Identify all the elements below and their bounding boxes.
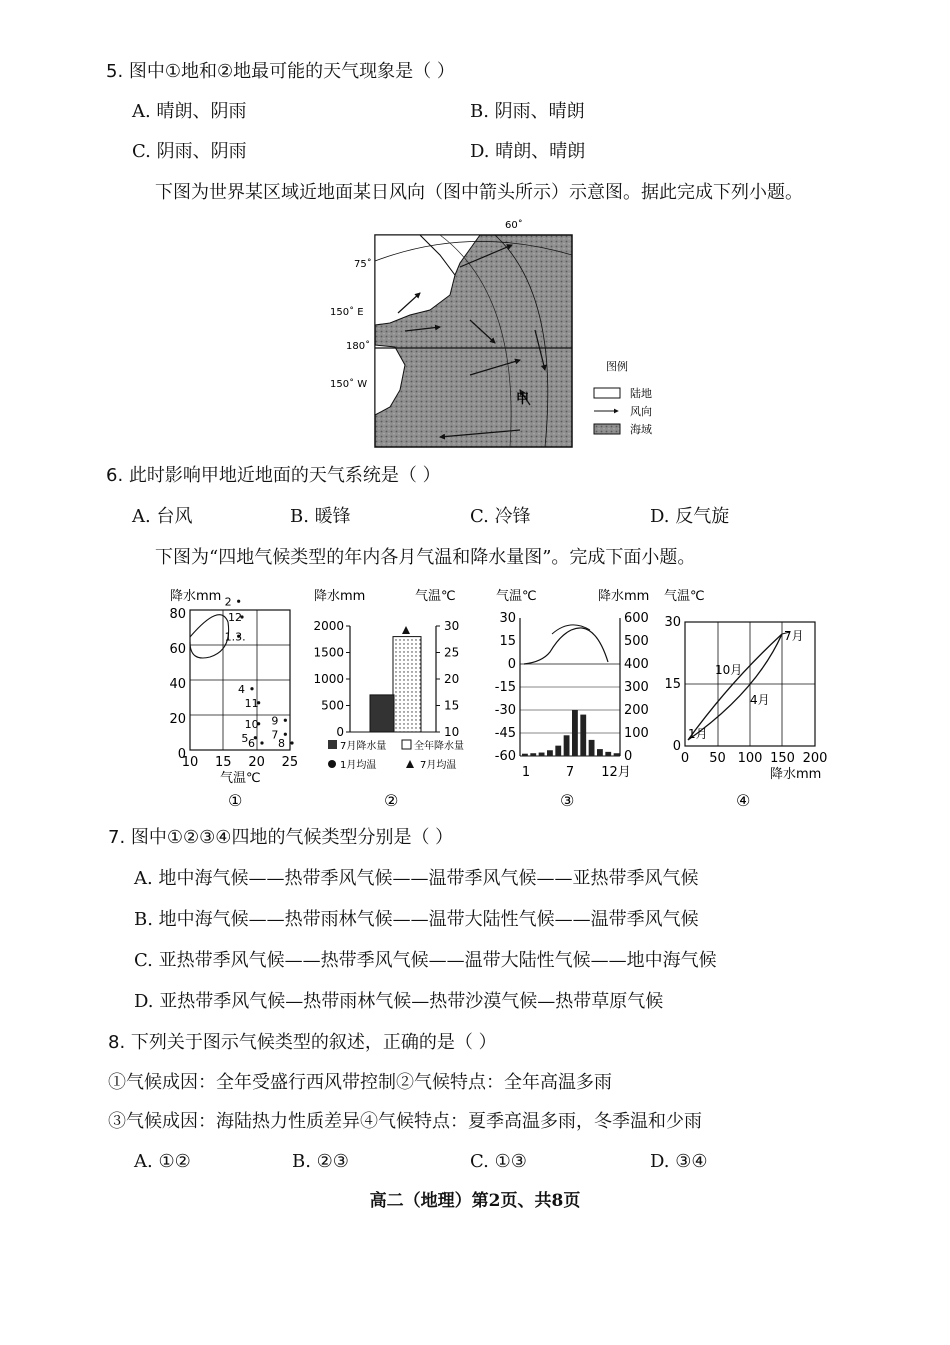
c1-point — [260, 741, 263, 744]
legend-wind-label: 风向 — [630, 405, 652, 418]
c2-right-tick-label: 15 — [444, 698, 460, 713]
q6-stem: 6. 此时影响甲地近地面的天气系统是（ ） — [106, 465, 441, 486]
wind-map — [320, 215, 670, 455]
c3-right-tick-label: 100 — [624, 726, 649, 741]
c3-left-tick-label: -60 — [494, 749, 516, 764]
legend-land-swatch — [594, 388, 620, 398]
c1-point-label: 11 — [244, 696, 259, 710]
c3-right-tick-label: 500 — [624, 634, 649, 649]
c1-point-label: 6 — [248, 737, 255, 750]
c1-point-label: 4 — [238, 682, 245, 696]
c3-right-tick-label: 300 — [624, 680, 649, 695]
legend-title: 图例 — [606, 360, 628, 373]
page-footer: 高二（地理）第2页、共8页 — [369, 1191, 581, 1211]
c3-caption: ③ — [560, 791, 575, 810]
c2-left-tick-label: 0 — [336, 725, 344, 739]
lat-75-label: 75˚ — [354, 259, 372, 270]
c4-ytick-label: 15 — [664, 677, 681, 692]
c4-xtick-label: 50 — [709, 751, 726, 766]
c1-ytick-label: 60 — [169, 642, 186, 657]
c1-point-label: 7 — [271, 728, 279, 742]
c1-point — [250, 687, 253, 690]
q6-option-b: B. 暖锋 — [290, 506, 351, 527]
charts-intro: 下图为“四地气候类型的年内各月气温和降水量图”。完成下面小题。 — [155, 547, 696, 568]
c4-xtick-label: 100 — [737, 751, 763, 766]
c1-ytick-label: 40 — [169, 677, 186, 692]
c3-xtick-label: 7 — [565, 765, 575, 780]
chart-1 — [160, 582, 310, 812]
q8-stem: 8. 下列关于图示气候类型的叙述，正确的是（ ） — [108, 1032, 497, 1053]
c1-xtick-label: 25 — [281, 755, 299, 770]
q5-option-c: C. 阴雨、阴雨 — [132, 141, 247, 162]
q6-option-c: C. 冷锋 — [470, 506, 531, 527]
chart-2 — [310, 582, 490, 812]
c1-xtick-label: 10 — [181, 755, 199, 770]
c3-right-tick-label: 200 — [624, 703, 649, 718]
c3-right-tick-label: 400 — [624, 657, 649, 672]
c3-left-tick-label: 30 — [499, 611, 516, 626]
c4-xtick-label: 150 — [770, 751, 795, 766]
c4-climate-loop — [688, 634, 782, 740]
c2-left-tick-label: 500 — [321, 698, 344, 713]
c1-caption: ① — [228, 791, 243, 810]
c2-july-precip-bar — [370, 695, 394, 732]
q7-option-c: C. 亚热带季风气候——热带季风气候——温带大陆性气候——地中海气候 — [134, 950, 717, 971]
c3-precip-bar — [589, 740, 595, 756]
c1-ytick-label: 20 — [169, 712, 186, 727]
q7-option-b: B. 地中海气候——热带雨林气候——温带大陆性气候——温带季风气候 — [134, 909, 699, 930]
q7-option-a: A. 地中海气候——热带季风气候——温带季风气候——亚热带季风气候 — [134, 868, 699, 889]
q7-option-d: D. 亚热带季风气候—热带雨林气候—热带沙漠气候—热带草原气候 — [134, 991, 664, 1012]
c3-precip-bar — [605, 752, 611, 756]
c2-ylabel-left: 降水mm — [314, 589, 366, 604]
c3-precip-bar — [572, 710, 578, 756]
c2-legend3: 1月均温 — [340, 760, 377, 771]
c2-legend4-swatch — [406, 760, 414, 768]
c3-right-tick-label: 0 — [624, 749, 633, 764]
q5-option-a: A. 晴朗、阴雨 — [132, 101, 247, 122]
legend-land-label: 陆地 — [630, 387, 652, 400]
lon-150w-label: 150˚ W — [330, 379, 368, 390]
c1-point-label: 2 — [224, 595, 232, 609]
c1-point — [284, 733, 287, 736]
c1-point — [237, 600, 240, 603]
c1-ylabel: 降水mm — [170, 589, 222, 604]
c2-annual-precip-bar — [393, 637, 421, 732]
c1-point-label: 10 — [244, 717, 259, 731]
c3-left-tick-label: -30 — [494, 703, 516, 718]
c3-left-tick-label: 0 — [507, 657, 516, 672]
c3-precip-bar — [539, 753, 545, 756]
c2-right-tick-label: 30 — [444, 619, 460, 633]
c3-precip-bar — [564, 735, 570, 756]
c3-precip-bar — [597, 749, 603, 756]
c3-precip-bar — [614, 753, 620, 756]
q6-option-a: A. 台风 — [132, 506, 193, 527]
c2-right-tick-label: 20 — [444, 672, 460, 686]
c3-left-tick-label: 15 — [499, 634, 516, 649]
c4-label-apr: 4月 — [750, 693, 770, 707]
q8-option-a: A. ①② — [134, 1151, 191, 1172]
c2-right-tick-label: 10 — [444, 725, 460, 739]
c3-precip-bar — [547, 750, 553, 756]
c3-precip-bar — [555, 746, 561, 756]
c2-left-tick-label: 1000 — [313, 672, 344, 686]
q8-statement-line2: ③气候成因：海陆热力性质差异④气候特点：夏季高温多雨，冬季温和少雨 — [108, 1111, 702, 1132]
c4-label-jan: 1月 — [688, 727, 708, 741]
c2-legend2-swatch — [402, 740, 411, 749]
c4-xtick-label: 200 — [802, 751, 828, 766]
c2-caption: ② — [384, 791, 399, 810]
c3-temp-curve — [524, 628, 608, 664]
legend-sea-label: 海域 — [630, 423, 652, 436]
c2-legend2: 全年降水量 — [414, 741, 464, 752]
c1-point-label: 1.3. — [224, 630, 246, 644]
lon-180-label: 180˚ — [346, 341, 371, 352]
c3-xtick-label: 12月 — [601, 765, 631, 780]
c2-right-tick-label: 25 — [444, 645, 460, 660]
c1-point-label: 8 — [278, 737, 285, 750]
c3-precip-bar — [522, 754, 528, 756]
c4-caption: ④ — [736, 791, 751, 810]
q7-stem: 7. 图中①②③④四地的气候类型分别是（ ） — [108, 827, 454, 848]
c1-point-label: 12 — [228, 611, 242, 624]
c1-xtick-label: 15 — [215, 755, 232, 770]
q5-option-d: D. 晴朗、晴朗 — [470, 141, 586, 162]
c1-xtick-label: 20 — [248, 755, 265, 770]
place-jia: 甲 — [516, 392, 530, 407]
c2-july-temp-marker — [402, 626, 410, 634]
c1-point-label: 5 — [241, 731, 249, 745]
c1-point-label: 9 — [271, 714, 279, 728]
c4-xlabel: 降水mm — [770, 767, 822, 782]
c3-left-tick-label: -45 — [494, 726, 516, 741]
c3-ylabel-right: 降水mm — [598, 589, 650, 604]
lat-60-label: 60˚ — [505, 220, 523, 231]
chart-4 — [660, 582, 830, 812]
c3-left-tick-label: -15 — [494, 680, 516, 695]
q8-option-b: B. ②③ — [292, 1151, 349, 1172]
c4-label-oct: 10月 — [715, 663, 743, 677]
chart-3 — [490, 582, 660, 812]
lon-150e-label: 150˚ E — [330, 307, 364, 318]
c1-xlabel: 气温℃ — [220, 771, 261, 786]
c4-ytick-label: 0 — [672, 739, 681, 754]
c2-left-tick-label: 2000 — [313, 619, 344, 633]
q6-option-d: D. 反气旋 — [650, 506, 730, 527]
c2-legend1-swatch — [328, 740, 337, 749]
c4-xtick-label: 0 — [680, 751, 690, 766]
c3-precip-bar — [530, 753, 536, 756]
c1-point — [290, 741, 293, 744]
c4-label-jul: 7月 — [784, 629, 804, 643]
c3-xtick-label: 1 — [521, 765, 531, 780]
q5-stem: 5. 图中①地和②地最可能的天气现象是（ ） — [106, 61, 455, 82]
q5-option-b: B. 阴雨、晴朗 — [470, 101, 585, 122]
c1-ytick-label: 80 — [169, 607, 186, 622]
c2-left-tick-label: 1500 — [313, 645, 344, 660]
q8-statement-line1: ①气候成因：全年受盛行西风带控制②气候特点：全年高温多雨 — [108, 1072, 612, 1093]
c2-ylabel-right: 气温℃ — [415, 589, 456, 604]
c2-legend1: 7月降水量 — [340, 741, 387, 752]
c1-point — [284, 719, 287, 722]
c3-precip-bar — [580, 715, 586, 756]
map-intro: 下图为世界某区域近地面某日风向（图中箭头所示）示意图。据此完成下列小题。 — [155, 182, 803, 203]
c4-ytick-label: 30 — [664, 615, 681, 630]
c2-legend3-swatch — [328, 760, 336, 768]
c3-right-tick-label: 600 — [624, 611, 649, 626]
legend-sea-swatch — [594, 424, 620, 434]
c2-legend4: 7月均温 — [420, 760, 457, 771]
q8-option-d: D. ③④ — [650, 1151, 708, 1172]
c3-ylabel-left: 气温℃ — [496, 589, 537, 604]
c1-ytick-label: 0 — [177, 747, 186, 762]
q8-option-c: C. ①③ — [470, 1151, 527, 1172]
c4-ylabel: 气温℃ — [664, 589, 705, 604]
